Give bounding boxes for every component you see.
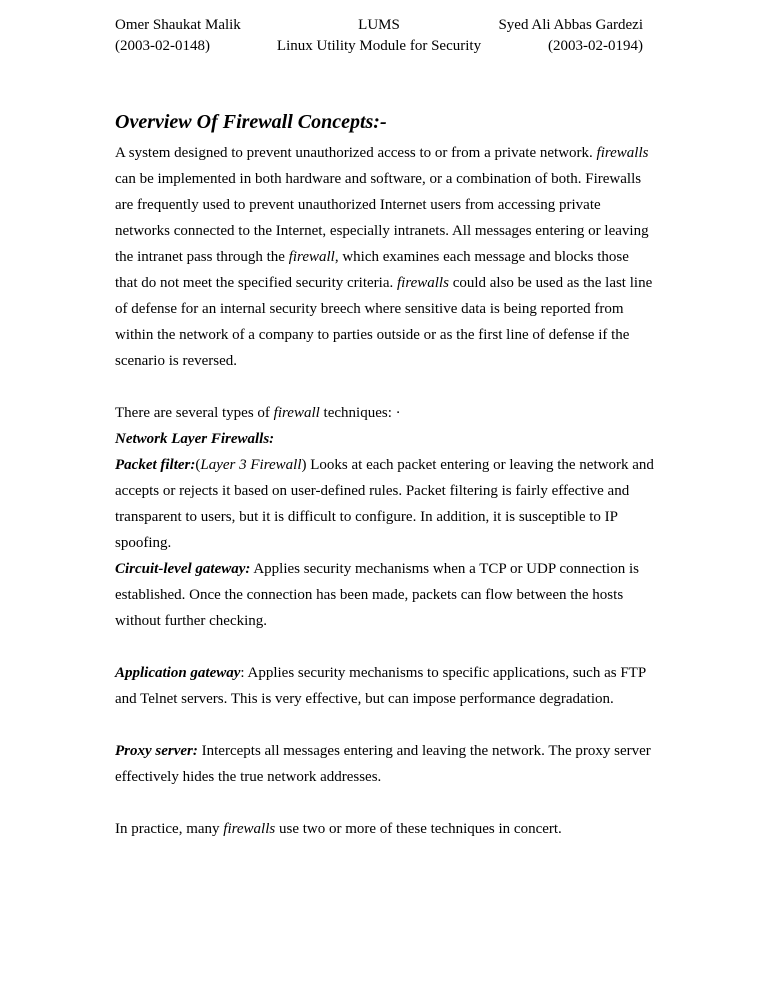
header-right bbox=[498, 15, 643, 57]
keyword: firewalls bbox=[396, 275, 449, 291]
term: Proxy server: bbox=[115, 743, 198, 759]
text-run: could also be used as the last line of defense for an internal security breech where sensitive data is being reported from within the network of a company to parties outside or as the first line of defense if the scenario is reversed. bbox=[115, 275, 653, 369]
page-title: Overview Of Firewall Concepts:- bbox=[115, 111, 387, 133]
text-run: There are several types of bbox=[115, 405, 274, 421]
term: Packet filter: bbox=[115, 457, 196, 473]
keyword: firewalls bbox=[223, 821, 276, 837]
text-run: A system designed to prevent unauthorized access to or from a private network. bbox=[115, 145, 597, 161]
spacer bbox=[115, 790, 655, 816]
text-run: use two or more of these techniques in concert. bbox=[275, 821, 562, 837]
text-run: techniques: · bbox=[319, 405, 401, 421]
application-gateway-paragraph bbox=[115, 660, 655, 712]
keyword: firewall bbox=[273, 405, 320, 421]
author-1-id: (2003-02-0148) bbox=[115, 38, 210, 54]
author-1-name: Omer Shaukat Malik bbox=[115, 17, 241, 33]
text-run: ) bbox=[301, 457, 307, 473]
keyword: firewall bbox=[288, 249, 335, 265]
text-run: : Applies security mechanisms to specific applications, such as FTP and Telnet servers. This is very effective, but can impose performance degradation. bbox=[115, 665, 646, 707]
spacer bbox=[115, 634, 655, 660]
author-2-name: Syed Ali Abbas Gardezi bbox=[498, 17, 643, 33]
text-run: In practice, many bbox=[115, 821, 224, 837]
spacer bbox=[115, 374, 655, 400]
text-run: , which examines each message and blocks those that do not meet the specified security criteria. bbox=[115, 249, 629, 291]
text-run: can be implemented in both hardware and software, or a combination of both. Firewalls are frequently used to prevent unauthorized Internet users from accessing private networks connected to the Internet, especially intranets. All messages entering or leaving the intranet pass through the bbox=[115, 171, 649, 265]
term: Circuit-level gateway: bbox=[115, 561, 251, 577]
packet-filter-paragraph bbox=[115, 452, 655, 556]
header-title: LUMS bbox=[358, 17, 400, 33]
types-paragraph bbox=[115, 400, 655, 426]
intro-paragraph bbox=[115, 140, 655, 374]
keyword: firewalls bbox=[596, 145, 649, 161]
page-header bbox=[115, 15, 643, 65]
spacer bbox=[115, 712, 655, 738]
circuit-gateway-paragraph bbox=[115, 556, 655, 634]
text-run: Intercepts all messages entering and leaving the network. The proxy server effectively hides the true network addresses. bbox=[115, 743, 651, 785]
text-run: Applies security mechanisms when a TCP or UDP connection is established. Once the connection has been made, packets can flow between the hosts without further checking. bbox=[115, 561, 639, 629]
author-2-id: (2003-02-0194) bbox=[548, 38, 643, 54]
practice-paragraph bbox=[115, 816, 655, 842]
term: Application gateway bbox=[115, 665, 241, 681]
text-run: Looks at each packet entering or leaving the network and accepts or rejects it based on user-defined rules. Packet filtering is fairly effective and transparent to users, but it is difficult to configure. In addition, it is susceptible to IP spoofing. bbox=[115, 457, 654, 551]
text-run: ( bbox=[195, 457, 201, 473]
document-body bbox=[115, 107, 655, 842]
term-note: Layer 3 Firewall bbox=[200, 457, 302, 473]
section-heading: Network Layer Firewalls: bbox=[115, 431, 275, 447]
header-subtitle: Linux Utility Module for Security bbox=[276, 38, 482, 54]
proxy-server-paragraph bbox=[115, 738, 655, 790]
